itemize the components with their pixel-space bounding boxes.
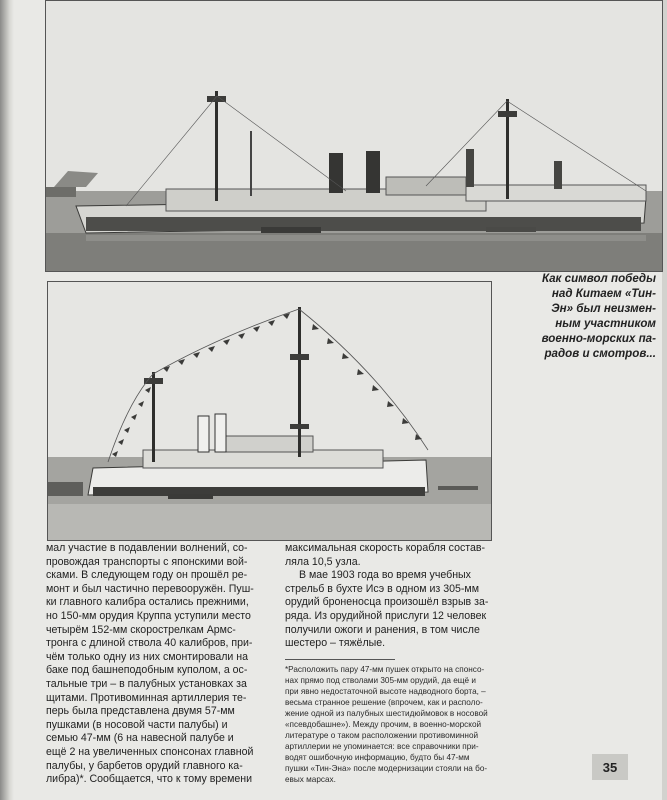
text-line: шестеро – тяжёлые.: [285, 637, 386, 650]
text-line: монт и был частично перевооружён. Пуш-: [46, 582, 254, 595]
text-line: орудий броненосца произошёл взрыв за-: [285, 596, 489, 609]
footnote-line: *Расположить пару 47-мм пушек открыто на спонсо-: [285, 664, 485, 674]
text-line: провождая транспорты с японскими вой-: [46, 555, 248, 568]
footnote-divider: [285, 659, 395, 660]
footnote-line: при явно недостаточной высоте надводного борта, –: [285, 686, 486, 696]
caption-line: военно-морских па-: [541, 332, 656, 345]
text-line: ки главного калибра остались прежними,: [46, 596, 249, 609]
text-line: тальные три – в палубных установках за: [46, 677, 247, 690]
footnote-line: нах прямо под стволами 305-мм орудий, да ещё и: [285, 675, 476, 685]
caption-line: над Китаем «Тин-: [551, 287, 656, 300]
caption-line: радов и смотров...: [544, 347, 656, 360]
caption-line: Эн» был неизмен-: [551, 302, 656, 315]
article-left-column: [46, 542, 274, 787]
footnote-line: литературе о таком расположении противоминной: [285, 730, 479, 740]
dressed-ship-photo: [47, 281, 492, 541]
text-line: стрельб в бухте Исэ в одном из 305-мм: [285, 582, 479, 595]
text-line: тронга с длиной ствола 40 калибров, при-: [46, 637, 253, 650]
text-line: максимальная скорость корабля состав-: [285, 542, 486, 554]
footnote-line: весьма странное решение (впрочем, как и располо-: [285, 697, 483, 707]
text-line: пушками (в носовой части палубы) и: [46, 718, 228, 731]
text-line: В мае 1903 года во время учебных: [299, 569, 471, 582]
footnote-line: жение одной из палубных шестидюймовок в носовой: [285, 708, 488, 718]
text-line: щитами. Противоминная артиллерия те-: [46, 691, 247, 704]
text-line: получили ожоги и ранения, в том числе: [285, 623, 480, 636]
article-right-column: [285, 542, 495, 785]
text-line: четырём 152-мм скорострелкам Армс-: [46, 623, 236, 636]
caption-line: Как символ победы: [541, 272, 656, 285]
text-line: перь была представлена двумя 57-мм: [46, 705, 235, 718]
top-ship-photo: [45, 0, 663, 272]
text-line: ляла 10,5 узла.: [285, 555, 361, 568]
text-line: мал участие в подавлении волнений, со-: [46, 542, 248, 554]
caption-line: ным участником: [555, 317, 656, 330]
footnote: [285, 664, 495, 785]
photo-caption: [506, 271, 656, 361]
text-line: но 150-мм орудия Круппа уступили место: [46, 609, 251, 622]
text-line: чём только одну из них смонтировали на: [46, 650, 249, 663]
text-line: сками. В следующем году он прошёл ре-: [46, 569, 248, 582]
text-line: баке под башнеподобным куполом, а ос-: [46, 664, 248, 677]
text-line: ряда. Из орудийной прислуги 12 человек: [285, 609, 487, 622]
footnote-line: водят ошибочную информацию, будто бы 47-мм: [285, 752, 470, 762]
footnote-line: артиллерии не упоминается: все справочники при-: [285, 741, 479, 751]
footnote-line: пушки «Тин-Эна» после модернизации стояли на бо-: [285, 763, 488, 773]
page-number: 35: [592, 754, 628, 780]
footnote-line: «псевдобашне»). Между прочим, в военно-морской: [285, 719, 482, 729]
text-line: либра)*. Сообщается, что к тому времени: [46, 773, 253, 786]
text-line: семью 47-мм (6 на навесной палубе и: [46, 732, 234, 745]
text-line: палубы, у барбетов орудий главного ка-: [46, 759, 243, 772]
page-gutter-shadow: [0, 0, 14, 800]
text-line: ещё 2 на увеличенных спонсонах главной: [46, 745, 254, 758]
footnote-line: евых марсах.: [285, 774, 336, 784]
